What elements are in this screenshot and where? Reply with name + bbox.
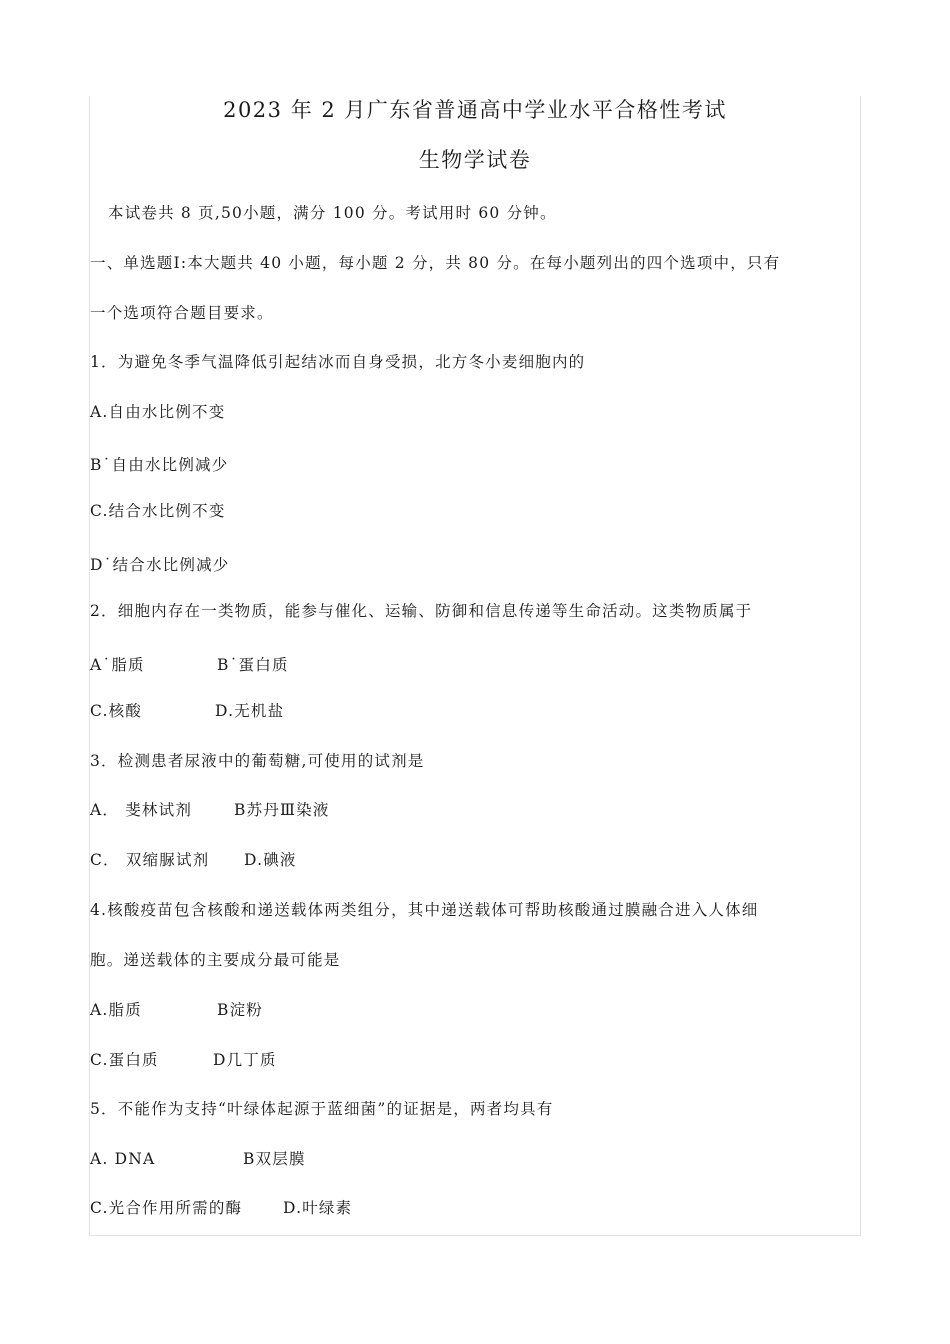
question-3-option-a: A． 斐林试剂 (90, 801, 193, 819)
question-5-option-b: B双层膜 (243, 1150, 306, 1168)
section-heading-line1: 一、单选题Ⅰ:本大题共 40 小题，每小题 2 分，共 80 分。在每小题列出的四个选项中，只有 (90, 254, 781, 272)
question-4-option-a: A.脂质 (90, 1001, 142, 1019)
question-3-option-c: C． 双缩脲试剂 (90, 851, 210, 869)
question-5-option-a: A. DNA (90, 1150, 156, 1168)
section-heading-line2: 一个选项符合题目要求。 (90, 304, 274, 322)
question-3-stem: 3．检测患者尿液中的葡萄糖,可使用的试剂是 (90, 752, 425, 770)
question-5-option-c: C.光合作用所需的酶 (90, 1199, 243, 1217)
question-4-option-b: B淀粉 (217, 1001, 263, 1019)
question-2-option-b: B˙蛋白质 (217, 656, 289, 674)
question-4-option-d: D几丁质 (213, 1051, 277, 1069)
question-4-stem-line1: 4.核酸疫苗包含核酸和递送载体两类组分，其中递送载体可帮助核酸通过膜融合进入人体细 (90, 901, 759, 919)
exam-title: 2023 年 2 月广东省普通高中学业水平合格性考试 (223, 98, 727, 122)
question-4-stem-line2: 胞。递送载体的主要成分最可能是 (90, 951, 341, 969)
question-4-option-c: C.蛋白质 (90, 1051, 159, 1069)
question-5-option-d: D.叶绿素 (283, 1199, 353, 1217)
question-1-option-b: B˙自由水比例减少 (90, 456, 229, 474)
question-1-stem: 1．为避免冬季气温降低引起结冰而自身受损，北方冬小麦细胞内的 (90, 353, 586, 371)
question-1-option-a: A.自由水比例不变 (90, 403, 226, 421)
exam-subtitle: 生物学试卷 (418, 148, 532, 172)
question-5-stem: 5．不能作为支持“叶绿体起源于蓝细菌”的证据是，两者均具有 (90, 1100, 554, 1118)
exam-intro: 本试卷共 8 页,50小题，满分 100 分。考试用时 60 分钟。 (108, 204, 557, 222)
question-3-option-b: B苏丹Ⅲ染液 (234, 801, 330, 819)
question-1-option-c: C.结合水比例不变 (90, 502, 226, 520)
question-2-option-d: D.无机盐 (215, 702, 285, 720)
question-2-stem: 2．细胞内存在一类物质，能参与催化、运输、防御和信息传递等生命活动。这类物质属于 (90, 602, 753, 620)
question-2-option-a: A˙脂质 (90, 656, 145, 674)
question-2-option-c: C.核酸 (90, 702, 143, 720)
question-3-option-d: D.碘液 (244, 851, 297, 869)
question-1-option-d: D˙结合水比例减少 (90, 556, 230, 574)
